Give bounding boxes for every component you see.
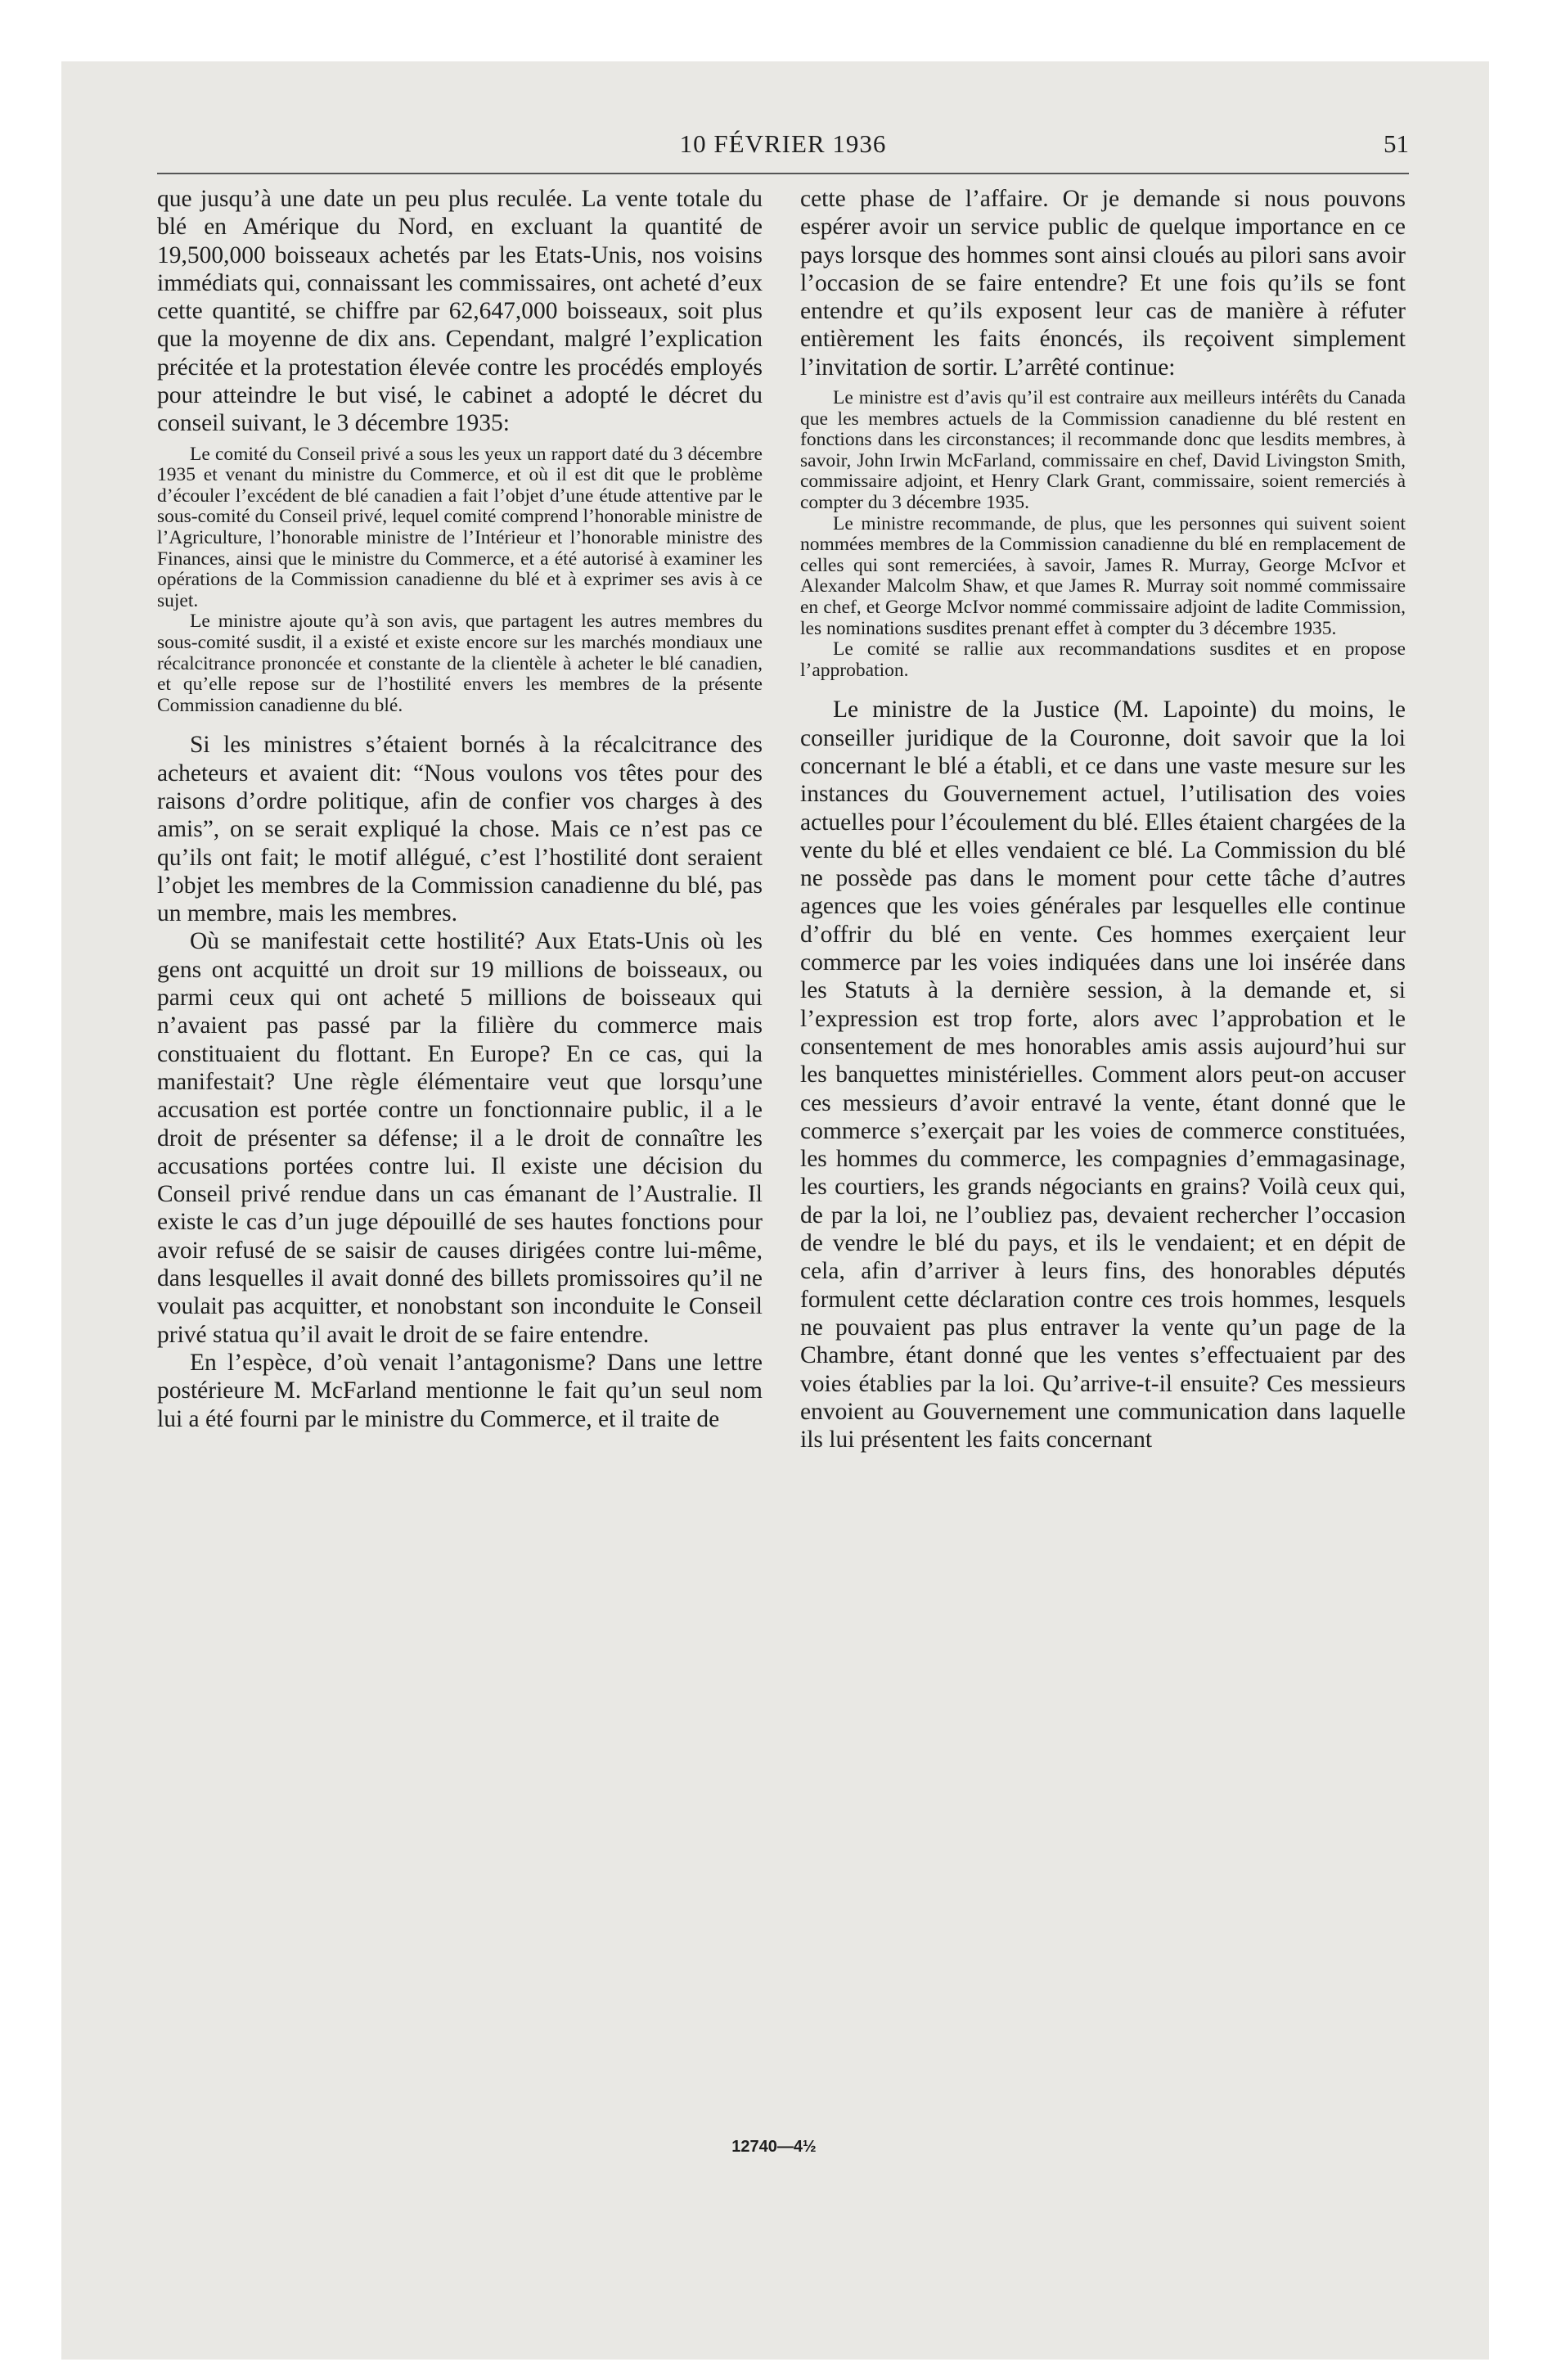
quoted-order: Le comité du Conseil privé a sous les yeux un rapport daté du 3 décembre 1935 et venant du ministre du Commerce, et où il est dit que le problème d’écouler l’excédent de blé canadien a fait l’objet d’une étude attentive par le sous-comité du Conseil privé, lequel comité comprend l’honorable ministre de l’Agriculture, l’honorable ministre de l’Intérieur et l’honorable ministre des Finances, ainsi que le ministre du Commerce, et a été autorisé à examiner les opérations de la Commission canadienne du blé et à exprimer ses avis à ce sujet. [157,443,763,611]
page-number: 51 [1384,129,1409,158]
paragraph: Si les ministres s’étaient bornés à la récalcitrance des acheteurs et avaient dit: “Nous voulons vos têtes pour des raisons d’ordre politique, afin de confier vos charges à des amis”, on se serait expliqué la chose. Mais ce n’est pas ce qu’ils ont fait; le motif allégué, c’est l’hostilité dont seraient l’objet les membres de la Commission canadienne du blé, pas un membre, mais les membres. [157,732,763,927]
header-rule [157,173,1409,174]
left-column [157,185,763,1433]
header-date: 10 FÉVRIER 1936 [679,129,887,158]
paragraph: cette phase de l’affaire. Or je demande si nous pouvons espérer avoir un service public de quelque importance en ce pays lorsque des hommes sont ainsi cloués au pilori sans avoir l’occasion de se faire entendre? Et une fois qu’ils se font entendre et qu’ils exposent leur cas de manière à réfuter entièrement les faits énoncés, ils reçoivent simplement l’invitation de sortir. L’arrêté continue: [800,186,1406,381]
quoted-order: Le comité se rallie aux recommandations susdites et en propose l’approbation. [800,638,1406,681]
printer-signature: 12740—4½ [731,2138,817,2156]
paragraph: Le ministre de la Justice (M. Lapointe) du moins, le conseiller juridique de la Couronne, doit savoir que la loi concernant le blé a établi, et ce dans une vaste mesure sur les instances du Gouvernement actuel, l’utilisation des voies actuelles pour l’écoulement du blé. Elles étaient chargées de la vente du blé et elles vendaient ce blé. La Commission du blé ne possède pas dans le moment pour cette tâche d’autres agences que les voies générales par lesquelles elle continue d’offrir du blé en vente. Ces hommes exerçaient leur commerce par les voies indiquées dans une loi insérée dans les Statuts à la dernière session, à la demande et, si l’expression est trop forte, alors avec l’approbation et le consentement de mes honorables amis assis aujourd’hui sur les banquettes ministérielles. Comment alors peut-on accuser ces messieurs d’avoir entravé la vente, étant donné que le commerce s’exerçait par les voies de commerce constituées, les hommes du commerce, les compagnies d’emmagasinage, les courtiers, les grands négociants en grains? Voilà ceux qui, de par la loi, ne l’oubliez pas, devaient rechercher l’occasion de vendre le blé du pays, et ils le vendaient; et en dépit de cela, afin d’arriver à leurs fins, des honorables députés formulent cette déclaration contre ces trois hommes, lesquels ne pouvaient pas plus entraver la vente qu’un page de la Chambre, étant donné que les ventes s’effectuaient par des voies établies par la loi. Qu’arrive-t-il ensuite? Ces messieurs envoient au Gouvernement une communication dans laquelle ils lui présentent les faits concernant [800,696,1406,1454]
paragraph: que jusqu’à une date un peu plus reculée. La vente totale du blé en Amérique du Nord, en excluant la quantité de 19,500,000 boisseaux achetés par les Etats-Unis, nos voisins immédiats qui, connaissant les commissaires, ont acheté d’eux cette quantité, se chiffre par 62,647,000 boisseaux, soit plus que la moyenne de dix ans. Cependant, malgré l’explication précitée et la protestation élevée contre les procédés employés pour atteindre le but visé, le cabinet a adopté le décret du conseil suivant, le 3 décembre 1935: [157,186,763,437]
page-header [157,129,1409,170]
quoted-order: Le ministre est d’avis qu’il est contraire aux meilleurs intérêts du Canada que les membres actuels de la Commission canadienne du blé restent en fonctions dans les circonstances; il recommande donc que lesdits membres, à savoir, John Irwin McFarland, commissaire en chef, David Livingston Smith, commissaire adjoint, et Henry Clark Grant, commissaire, soient remerciés à compter du 3 décembre 1935. [800,387,1406,514]
right-column [800,185,1406,1454]
quoted-order: Le ministre recommande, de plus, que les personnes qui suivent soient nommées membres de la Commission canadienne du blé en remplacement de celles qui sont remerciées, à savoir, James R. Murray, George McIvor et Alexander Malcolm Shaw, et que James R. Murray soit nommé commissaire en chef, et George McIvor nommé commissaire adjoint de ladite Commission, les nominations susdites prenant effet à compter du 3 décembre 1935. [800,512,1406,639]
paragraph: En l’espèce, d’où venait l’antagonisme? Dans une lettre postérieure M. McFarland mentionne le fait qu’un seul nom lui a été fourni par le ministre du Commerce, et il traite de [157,1349,763,1432]
paragraph: Où se manifestait cette hostilité? Aux Etats-Unis où les gens ont acquitté un droit sur 19 millions de boisseaux, ou parmi ceux qui ont acheté 5 millions de boisseaux qui n’avaient pas passé par la filière du commerce mais constituaient du flottant. En Europe? En ce cas, qui la manifestait? Une règle élémentaire veut que lorsqu’une accusation est portée contre un fonctionnaire public, il a le droit de présenter sa défense; il a le droit de connaître les accusations portées contre lui. Il existe une décision du Conseil privé rendue dans un cas émanant de l’Australie. Il existe le cas d’un juge dépouillé de ses hautes fonctions pour avoir refusé de se saisir de causes dirigées contre lui-même, dans lesquelles il avait donné des billets promissoires qu’il ne voulait pas acquitter, et nonobstant son inconduite le Conseil privé statua qu’il avait le droit de se faire entendre. [157,928,763,1348]
quoted-order: Le ministre ajoute qu’à son avis, que partagent les autres membres du sous-comité susdit, il a existé et existe encore sur les marchés mondiaux une récalcitrance prononcée et constante de la clientèle à acheter le blé canadien, et qu’elle repose sur de l’hostilité envers les membres de la présente Commission canadienne du blé. [157,611,763,716]
